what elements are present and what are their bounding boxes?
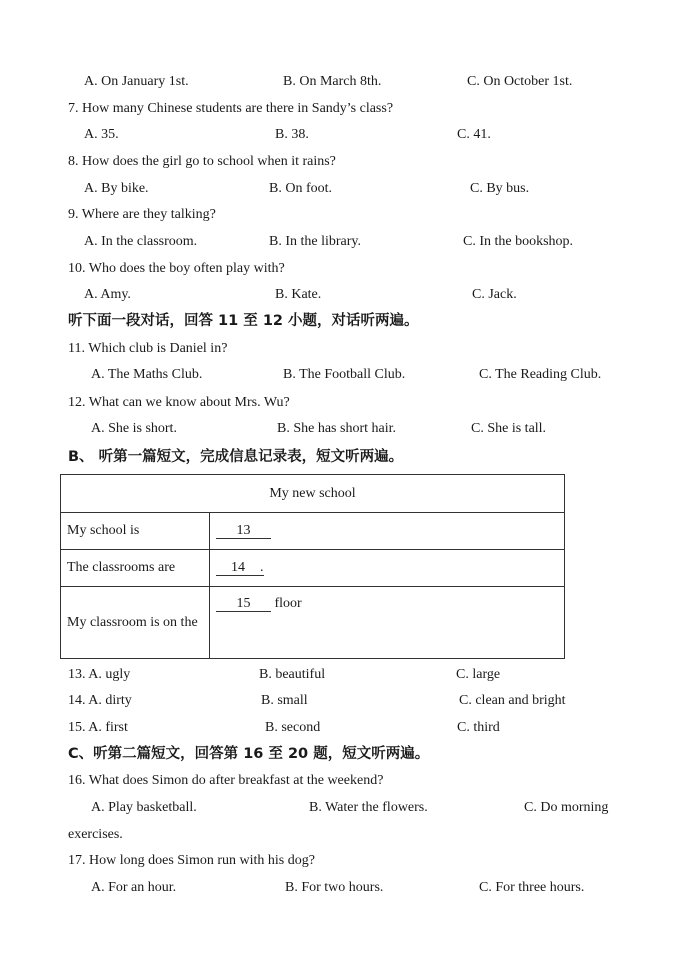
section-c-heading: C、听第二篇短文，回答第 16 至 20 题，短文听两遍。 [68, 746, 430, 762]
table-row-answer [210, 550, 565, 587]
q9-stem: 9. Where are they talking? [68, 207, 216, 222]
blank-suffix: floor [274, 596, 302, 611]
q13-option-b: B. beautiful [259, 667, 326, 682]
table-row-answer [210, 587, 565, 659]
q7-option-b: B. 38. [275, 127, 309, 142]
q14-option-b: B. small [261, 693, 308, 708]
q17-option-b: B. For two hours. [285, 880, 384, 895]
q7-stem: 7. How many Chinese students are there in Sandy’s class? [68, 101, 394, 116]
q6-option-c: C. On October 1st. [467, 74, 573, 89]
table-row-label: My school is [61, 513, 210, 550]
q14-option-c: C. clean and bright [459, 693, 566, 708]
table-row-label: The classrooms are [61, 550, 210, 587]
q6-option-b: B. On March 8th. [283, 74, 382, 89]
table-title: My new school [61, 475, 565, 513]
section-a2-heading: 听下面一段对话，回答 11 至 12 小题，对话听两遍。 [68, 313, 419, 329]
q10-stem: 10. Who does the boy often play with? [68, 261, 285, 276]
q17-option-c: C. For three hours. [479, 880, 585, 895]
q11-stem: 11. Which club is Daniel in? [68, 341, 228, 356]
q11-option-a: A. The Maths Club. [91, 367, 203, 382]
q13-option-a: 13. A. ugly [68, 667, 131, 682]
q13-option-c: C. large [456, 667, 501, 682]
q9-option-b: B. In the library. [269, 234, 362, 249]
q16-option-a: A. Play basketball. [91, 800, 197, 815]
table-row-answer [210, 513, 565, 550]
q10-option-c: C. Jack. [472, 287, 517, 302]
q16-option-c-continuation: exercises. [68, 827, 123, 842]
q16-option-c: C. Do morning [524, 800, 609, 815]
q12-option-c: C. She is tall. [471, 421, 547, 436]
info-record-table [60, 474, 565, 659]
q8-option-b: B. On foot. [269, 181, 332, 196]
q11-option-b: B. The Football Club. [283, 367, 406, 382]
q8-stem: 8. How does the girl go to school when it rains? [68, 154, 336, 169]
q16-stem: 16. What does Simon do after breakfast at the weekend? [68, 773, 384, 788]
q15-option-b: B. second [265, 720, 321, 735]
q7-option-c: C. 41. [457, 127, 491, 142]
q12-stem: 12. What can we know about Mrs. Wu? [68, 395, 290, 410]
q8-option-c: C. By bus. [470, 181, 530, 196]
q10-option-b: B. Kate. [275, 287, 322, 302]
q9-option-c: C. In the bookshop. [463, 234, 574, 249]
q15-option-c: C. third [457, 720, 500, 735]
answer-blank-14[interactable]: 14 [216, 560, 260, 576]
q7-option-a: A. 35. [84, 127, 119, 142]
q17-stem: 17. How long does Simon run with his dog? [68, 853, 315, 868]
q12-option-b: B. She has short hair. [277, 421, 396, 436]
table-row-label: My classroom is on the [61, 587, 210, 659]
answer-blank-13[interactable]: 13 [216, 523, 271, 539]
q12-option-a: A. She is short. [91, 421, 177, 436]
q17-option-a: A. For an hour. [91, 880, 177, 895]
answer-blank-15[interactable]: 15 [216, 596, 271, 612]
q14-option-a: 14. A. dirty [68, 693, 132, 708]
q11-option-c: C. The Reading Club. [479, 367, 602, 382]
q8-option-a: A. By bike. [84, 181, 149, 196]
section-b-heading: B、 听第一篇短文，完成信息记录表，短文听两遍。 [68, 449, 404, 465]
q9-option-a: A. In the classroom. [84, 234, 198, 249]
q15-option-a: 15. A. first [68, 720, 128, 735]
q6-option-a: A. On January 1st. [84, 74, 189, 89]
q16-option-b: B. Water the flowers. [309, 800, 428, 815]
q10-option-a: A. Amy. [84, 287, 131, 302]
blank-suffix: . [260, 560, 264, 575]
